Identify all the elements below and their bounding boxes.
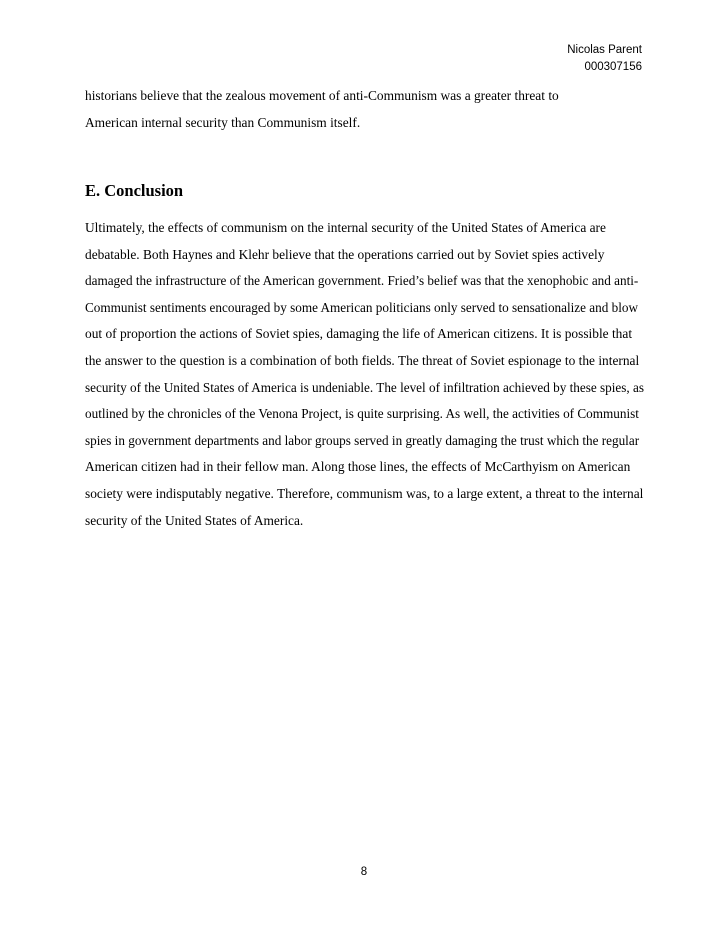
intro-paragraph: [85, 83, 645, 136]
conclusion-paragraph: [85, 215, 645, 534]
paragraph-line: debatable. Both Haynes and Klehr believe that the operations carried out by Soviet spies actively: [85, 246, 605, 262]
paragraph-line: security of the United States of America is undeniable. The level of infiltration achieved by these spies, as: [85, 379, 644, 395]
paragraph-line: American citizen had in their fellow man. Along those lines, the effects of McCarthyism on American: [85, 459, 631, 475]
page-number: 8: [360, 866, 368, 878]
paragraph-line: damaged the infrastructure of the American government. Fried’s belief was that the xenophobic and anti-: [85, 273, 639, 289]
header-student-id: 000307156: [584, 61, 642, 73]
paragraph-line: Communist sentiments encouraged by some American politicians only served to sensationalize and blow: [85, 299, 639, 315]
page-header: [567, 42, 642, 76]
paragraph-line: spies in government departments and labor groups served in greatly damaging the trust which the regular: [85, 432, 640, 448]
paragraph-line: society were indisputably negative. Therefore, communism was, to a large extent, a threat to the internal: [85, 485, 644, 501]
paragraph-line: Ultimately, the effects of communism on the internal security of the United States of America are: [85, 220, 606, 235]
paragraph-line: American internal security than Communism itself.: [85, 114, 361, 130]
paragraph-line: out of proportion the actions of Soviet spies, damaging the life of American citizens. It is possible that: [85, 326, 633, 342]
header-author: Nicolas Parent: [567, 44, 642, 56]
paragraph-line: outlined by the chronicles of the Venona Project, is quite surprising. As well, the activities of Communist: [85, 406, 639, 422]
paragraph-line: the answer to the question is a combination of both fields. The threat of Soviet espionage to the internal: [85, 352, 640, 368]
section-heading-conclusion: E. Conclusion: [85, 181, 184, 200]
paragraph-line: security of the United States of America.: [85, 512, 304, 528]
paragraph-line: historians believe that the zealous movement of anti-Communism was a greater threat to: [85, 88, 559, 103]
